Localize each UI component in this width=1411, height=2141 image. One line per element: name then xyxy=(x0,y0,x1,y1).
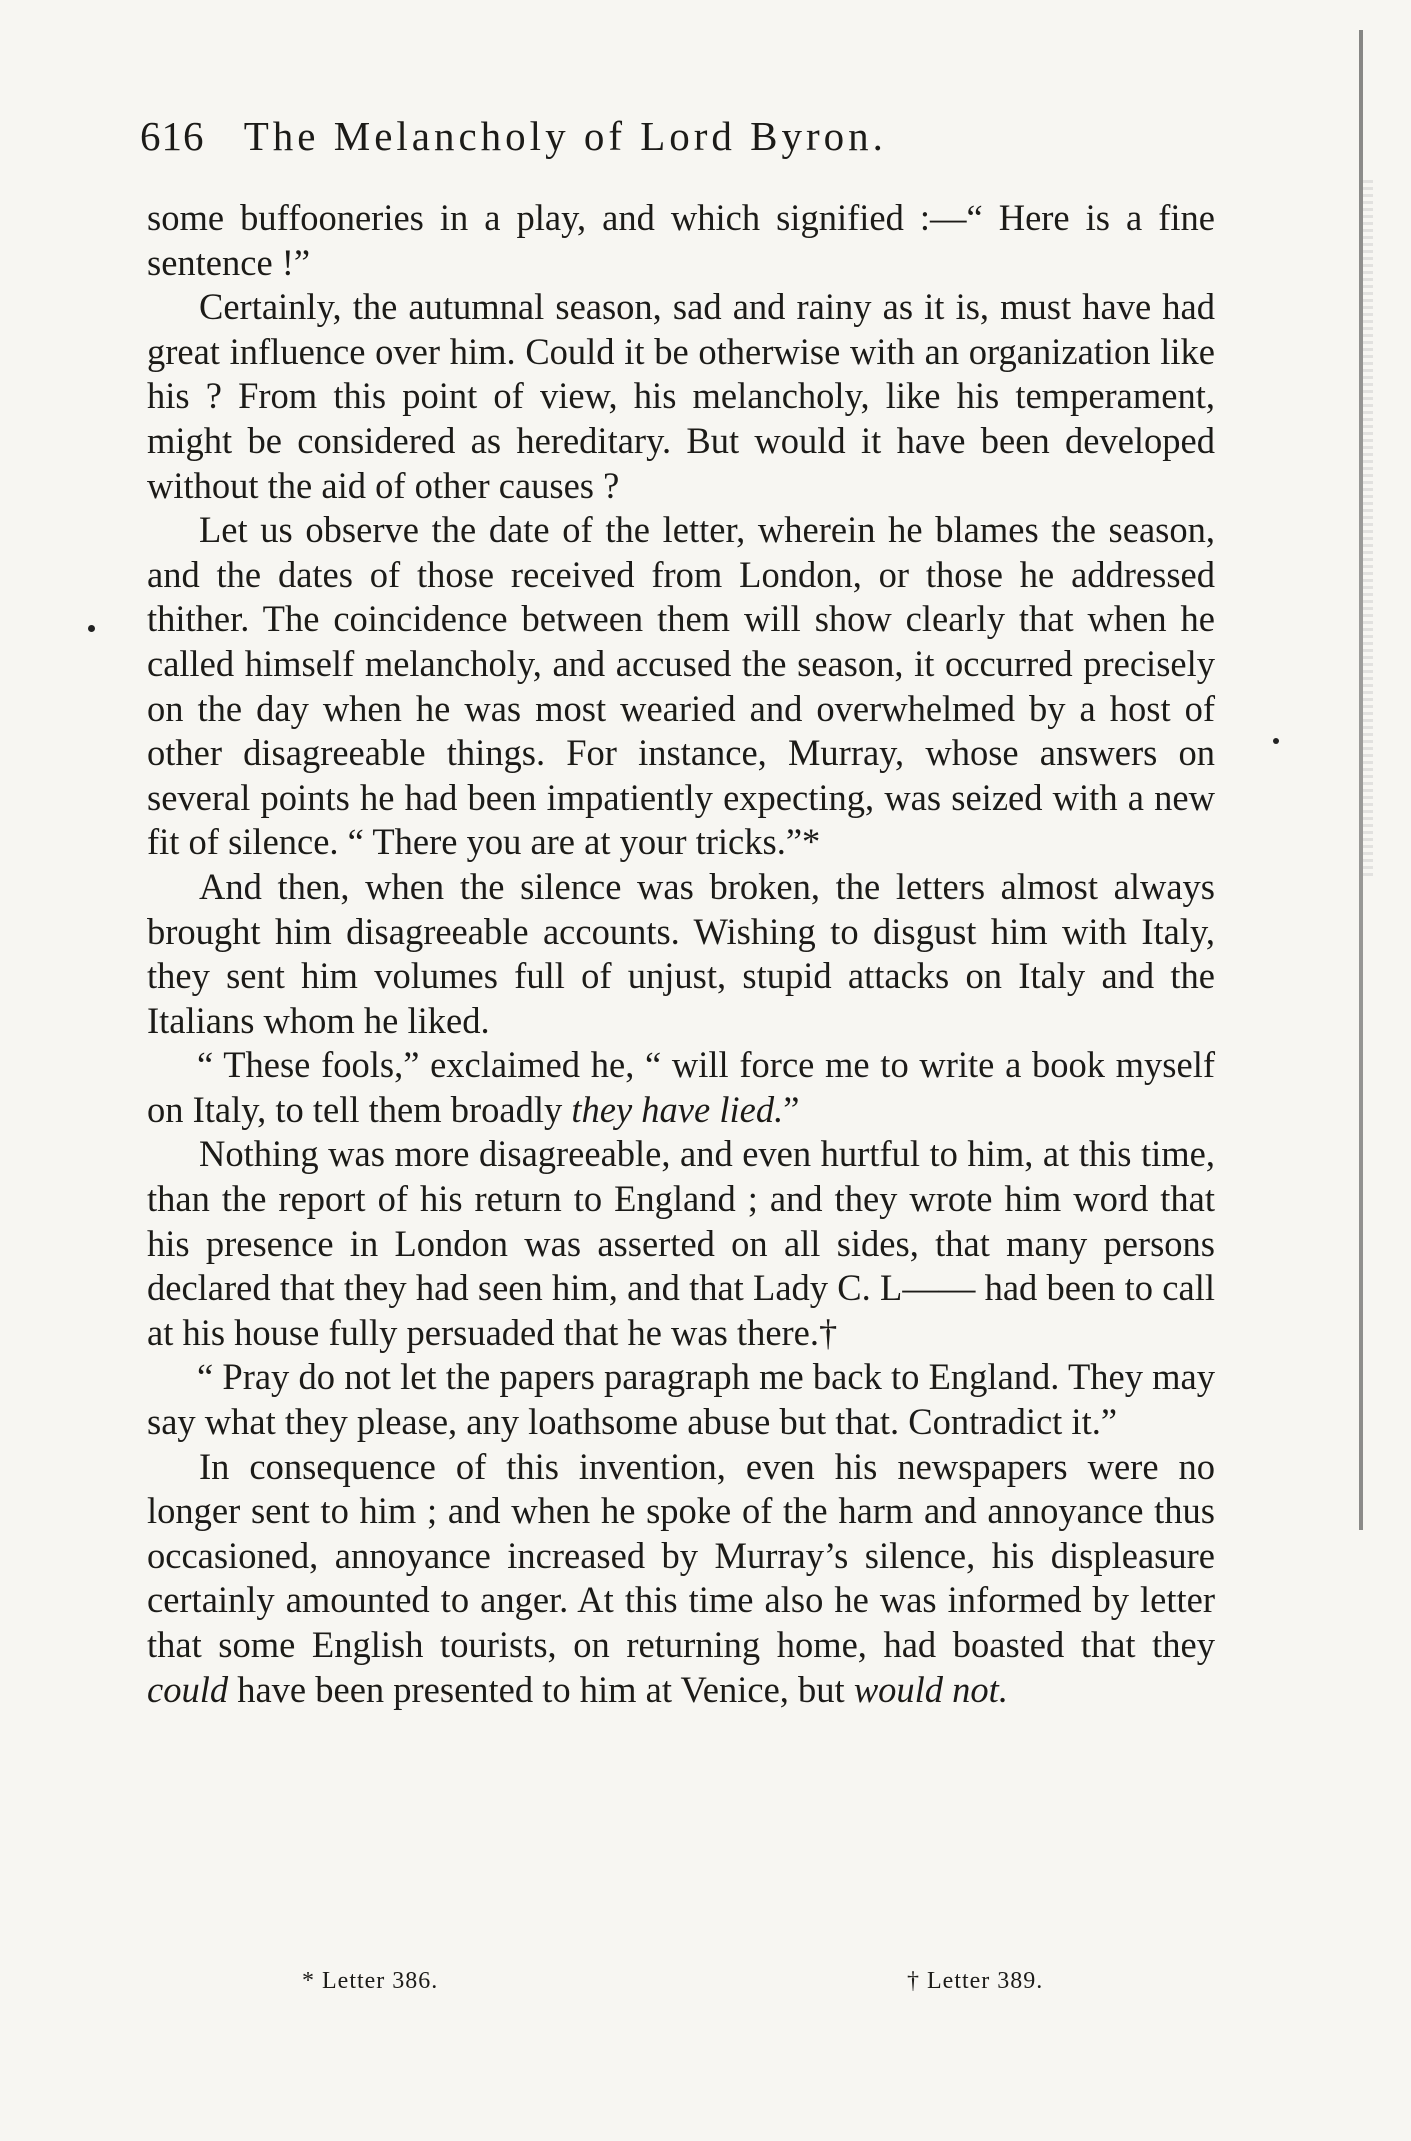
margin-speck xyxy=(88,625,95,632)
paragraph: Nothing was more disagreeable, and even hurtful to him, at this time, than the report of his return to England ; and they wrote him word that his presence in London was asserted on all sides, that many persons declared that they had seen him, and that Lady C. L—— had been to call at his house fully persuaded that he was there.† xyxy=(147,1133,1215,1353)
paragraph: Certainly, the autumnal season, sad and rainy as it is, must have had great influence over him. Could it be otherwise with an organization like his ? From this point of view, his melancholy, like his temperament, might be considered as hereditary. But would it have been developed without the aid of other causes ? xyxy=(147,286,1215,506)
page-body xyxy=(147,196,1215,1712)
paragraph-text: have been presented to him at Venice, but xyxy=(228,1668,854,1710)
footnote: * Letter 386. xyxy=(302,1968,439,1994)
page-number: 616 xyxy=(140,113,205,159)
emphasis: they have lied. xyxy=(571,1088,784,1130)
paragraph: And then, when the silence was broken, the letters almost always brought him disagreeable accounts. Wishing to disgust him with Italy, they sent him volumes full of unjust, stupid attacks on Italy and the Italians whom he liked. xyxy=(147,865,1215,1041)
footnote: † Letter 389. xyxy=(907,1968,1044,1994)
paragraph-text: “ These fools,” exclaimed he, “ will force me to write a book myself on Italy, to tell them broadly xyxy=(147,1044,1215,1130)
paragraph xyxy=(147,1445,1215,1713)
scan-edge-texture xyxy=(1363,180,1373,880)
footnotes xyxy=(147,1968,1215,2008)
emphasis: could xyxy=(147,1668,229,1710)
running-title: The Melancholy of Lord Byron. xyxy=(243,113,887,159)
emphasis: would not. xyxy=(853,1668,1008,1710)
paragraph xyxy=(147,1043,1215,1132)
paragraph: Let us observe the date of the letter, wherein he blames the season, and the dates of those received from London, or those he addressed thither. The coincidence between them will show clearly that when he called himself melancholy, and accused the season, it occurred precisely on the day when he was most wearied and overwhelmed by a host of other disagreeable things. For instance, Murray, whose answers on several points he had been impatiently expecting, was seized with a new fit of silence. “ There you are at your tricks.”* xyxy=(147,509,1215,863)
paragraph: “ Pray do not let the papers paragraph me back to England. They may say what they please, any loathsome abuse but that. Contradict it.” xyxy=(147,1356,1215,1443)
margin-speck xyxy=(1273,738,1279,744)
paragraph-text: ” xyxy=(783,1088,800,1130)
paragraph-text: In consequence of this invention, even his newspapers were no longer sent to him ; and when he spoke of the harm and annoyance thus occasioned, annoyance increased by Murray’s silence, his displeasure certainly amounted to anger. At this time also he was informed by letter that some English tourists, on returning home, had boasted that they xyxy=(147,1445,1215,1665)
running-header xyxy=(140,112,1230,164)
paragraph: some buffooneries in a play, and which signified :—“ Here is a fine sentence !” xyxy=(147,197,1215,283)
